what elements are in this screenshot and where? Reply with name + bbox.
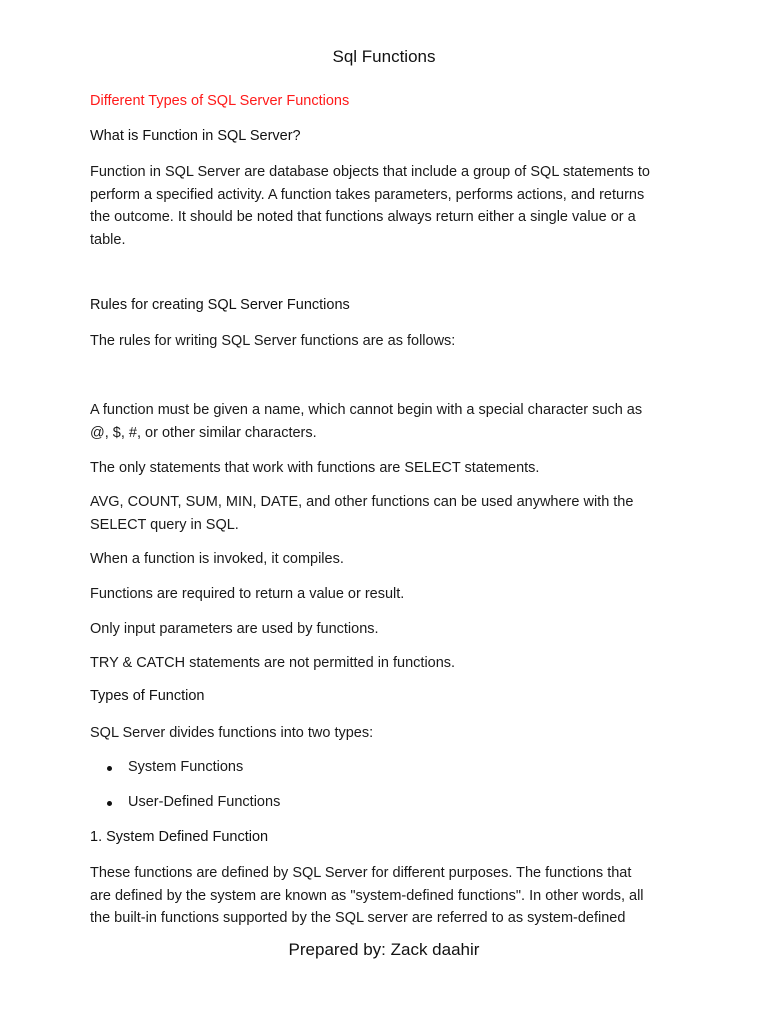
- intro-line-4: table.: [90, 231, 126, 248]
- section-heading-red: Different Types of SQL Server Functions: [90, 93, 350, 109]
- list-item-label: User-Defined Functions: [128, 794, 281, 810]
- rule-7: TRY & CATCH statements are not permitted in functions.: [90, 655, 456, 671]
- types-heading: Types of Function: [90, 688, 205, 704]
- rule-6: Only input parameters are used by functions.: [90, 621, 379, 637]
- rule-1-line-1: A function must be given a name, which cannot begin with a special character such as: [90, 402, 643, 418]
- rule-4: When a function is invoked, it compiles.: [90, 551, 344, 567]
- rule-1: [90, 399, 680, 444]
- rule-3: [90, 491, 680, 536]
- rules-intro: The rules for writing SQL Server functions are as follows:: [90, 333, 456, 349]
- bullet-icon: [107, 801, 112, 806]
- footer-credit: Prepared by: Zack daahir: [288, 940, 480, 959]
- rule-1-line-2: @, $, #, or other similar characters.: [90, 424, 317, 441]
- section-1-line-1: These functions are defined by SQL Server for different purposes. The functions that: [90, 865, 632, 881]
- list-item-label: System Functions: [128, 759, 244, 775]
- types-intro: SQL Server divides functions into two types:: [90, 725, 374, 741]
- rules-heading: Rules for creating SQL Server Functions: [90, 297, 350, 313]
- section-1-heading: [90, 829, 268, 845]
- section-1-line-3: the built-in functions supported by the SQL server are referred to as system-defined: [90, 910, 626, 926]
- intro-line-1: Function in SQL Server are database objects that include a group of SQL statements to: [90, 164, 650, 180]
- section-1-line-2: are defined by the system are known as "system-defined functions". In other words, all: [90, 887, 644, 904]
- document-title: Sql Functions: [332, 47, 436, 66]
- rule-2: The only statements that work with functions are SELECT statements.: [90, 460, 540, 476]
- section-1-paragraph: [90, 862, 680, 930]
- rule-3-line-1: AVG, COUNT, SUM, MIN, DATE, and other functions can be used anywhere with the: [90, 494, 634, 510]
- intro-line-3: the outcome. It should be noted that functions always return either a single value or a: [90, 209, 636, 225]
- question-heading: What is Function in SQL Server?: [90, 128, 301, 144]
- rule-3-line-2: SELECT query in SQL.: [90, 516, 239, 533]
- section-1-title: System Defined Function: [106, 829, 269, 845]
- rule-5: Functions are required to return a value or result.: [90, 586, 405, 602]
- intro-paragraph: [90, 161, 680, 251]
- intro-line-2: perform a specified activity. A function takes parameters, performs actions, and returns: [90, 186, 645, 203]
- bullet-icon: [107, 766, 112, 771]
- section-1-number: 1.: [90, 829, 103, 845]
